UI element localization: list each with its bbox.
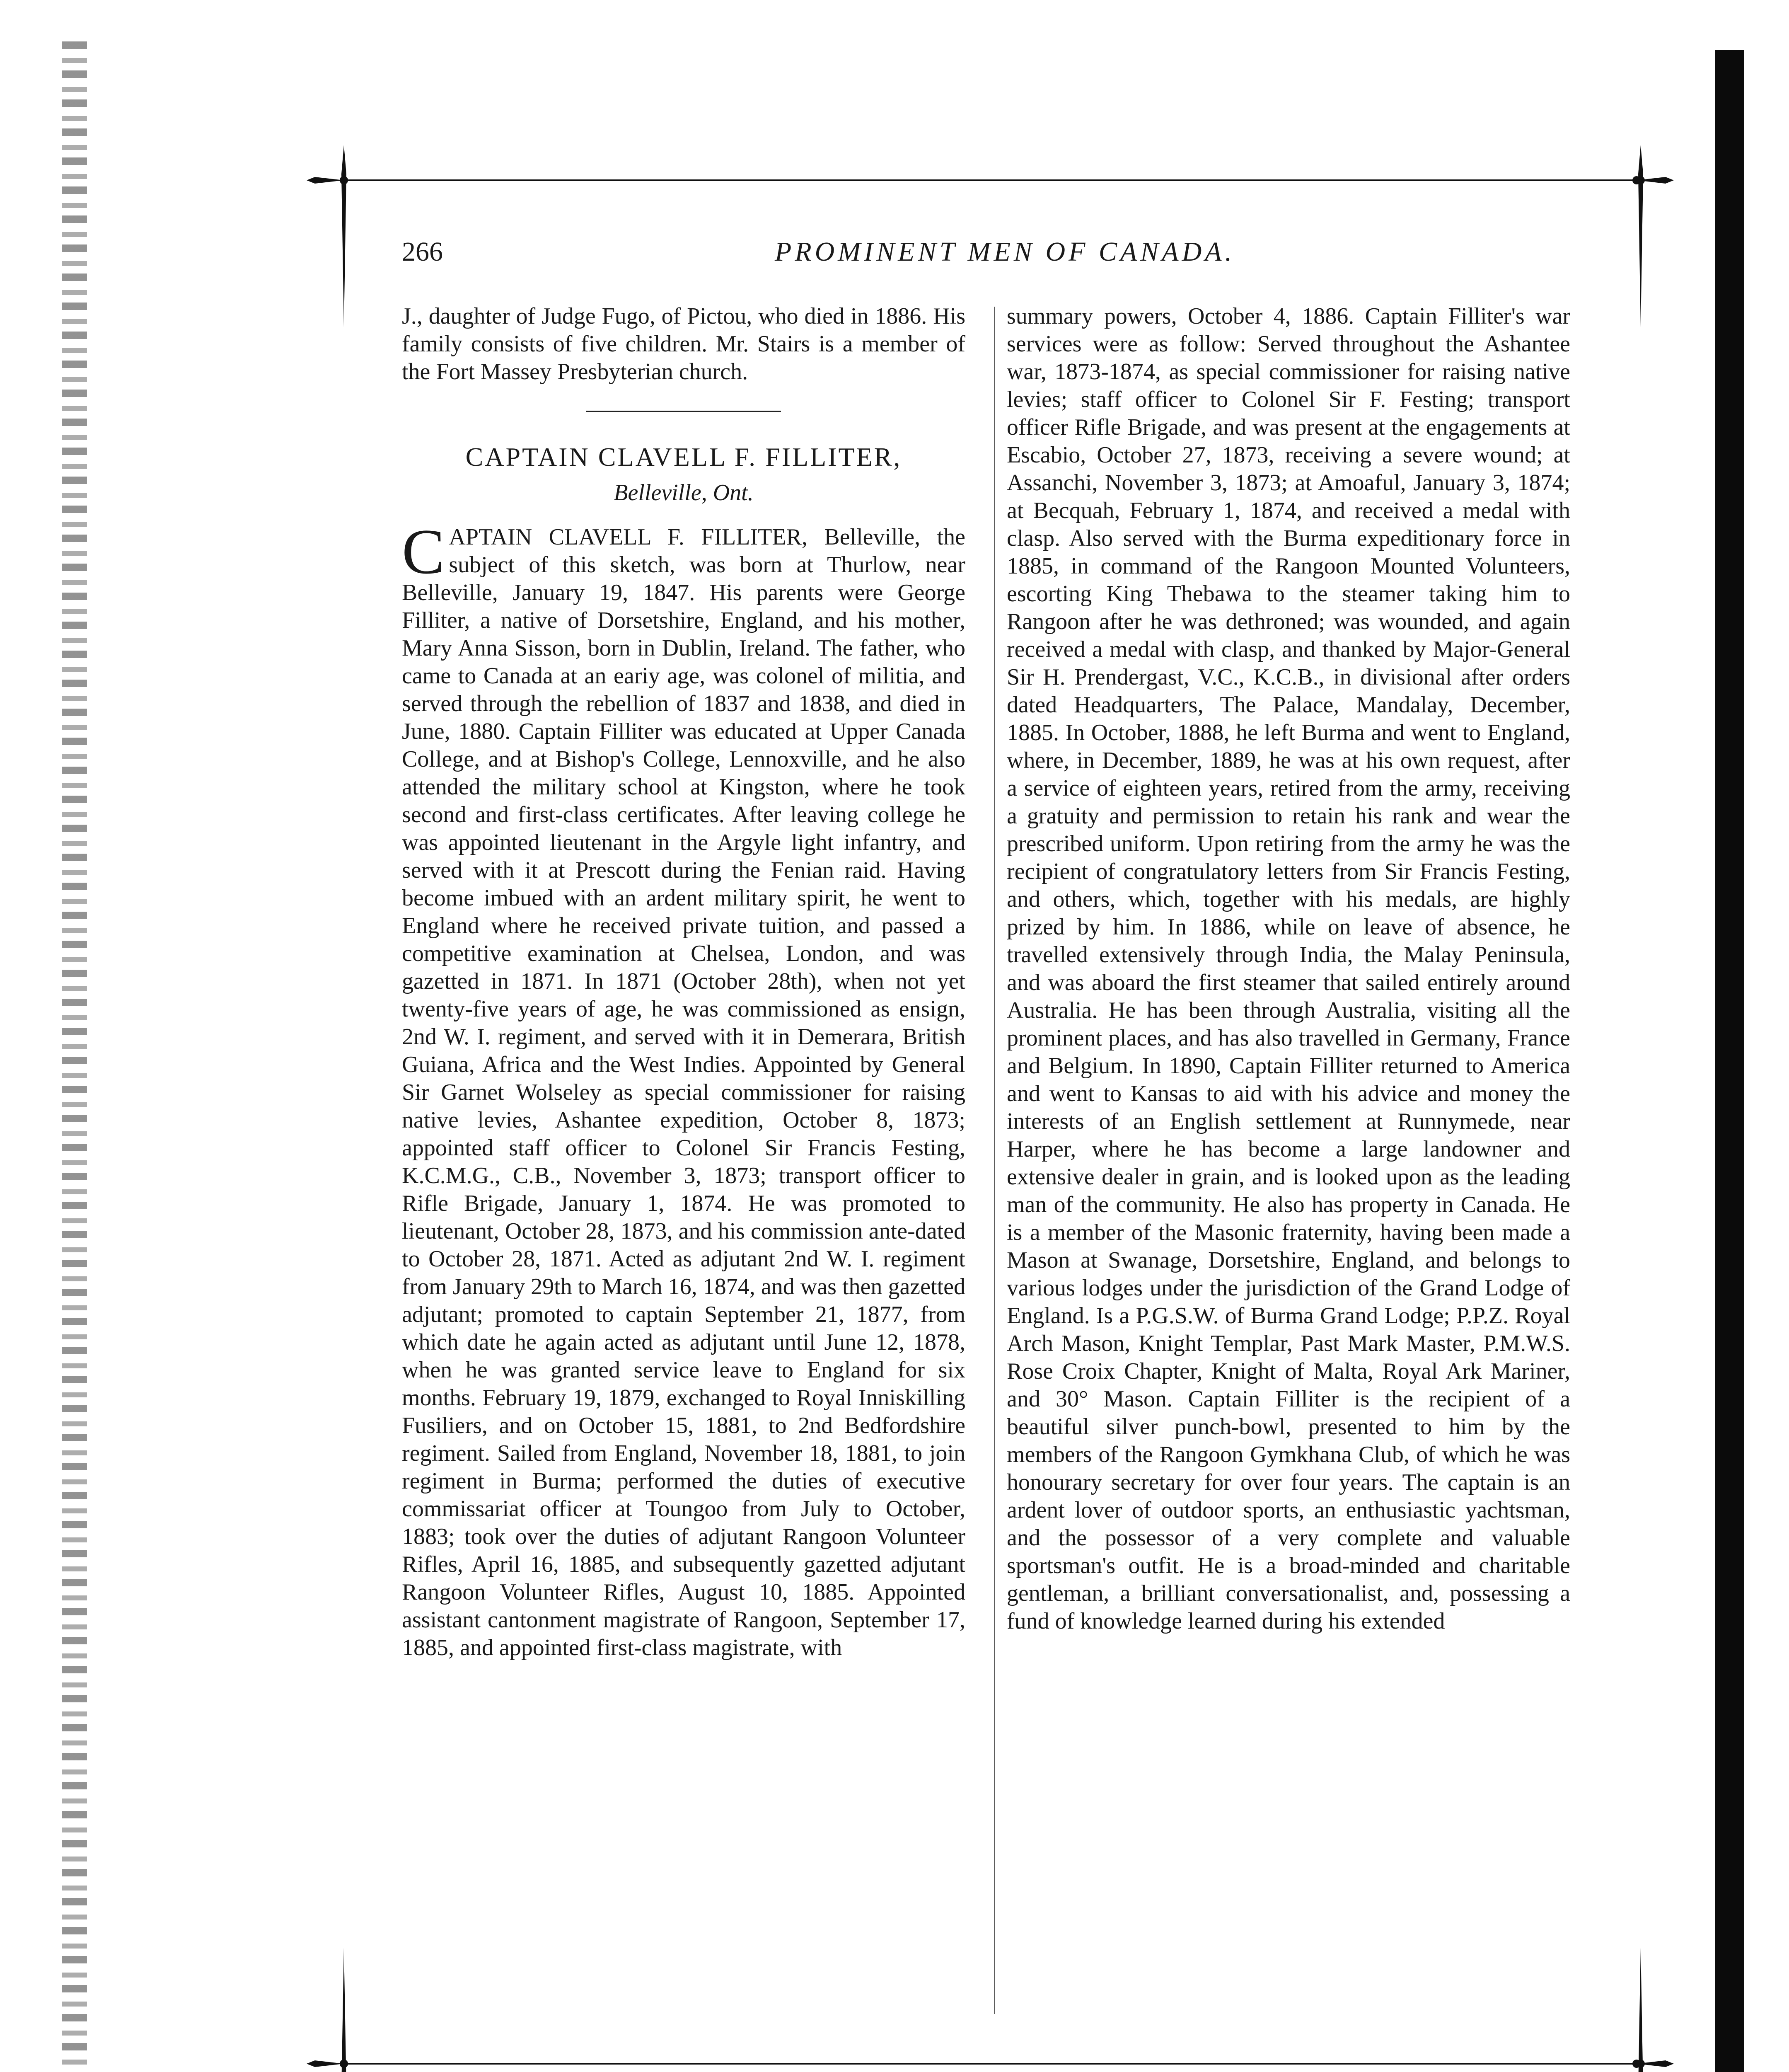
page-number: 266 — [402, 237, 443, 267]
top-ornamental-rule — [307, 172, 1674, 189]
running-title: PROMINENT MEN OF CANADA. — [775, 237, 1235, 267]
article-body-right: summary powers, October 4, 1886. Captain Filliter's war services were as follow: Served throughout the Ashantee war, 1873-1874, as special commissioner for raising native levies; staff officer to Colonel Sir F. Festing; transport officer Rifle Brigade, and was present at the engagements at Escabio, October 27, 1873, receiving a severe wound; at Assanchi, November 3, 1873; at Amoaful, January 3, 1874; at Becquah, February 1, 1874, and received a medal with clasp. Also served with the Burma expeditionary force in 1885, in command of the Rangoon Mounted Volunteers, escorting King Thebawa to the steamer taking him to Rangoon after he was dethroned; was wounded, and again received a medal with clasp, and thanked by Major-General Sir H. Prendergast, V.C., K.C.B., in divisional after orders dated Headquarters, The Palace, Mandalay, December, 1885. In October, 1888, he left Burma and went to England, where, in December, 1889, he was at his own request, after a service of eighteen years, retired from the army, receiving a gratuity and permission to retain his rank and wear the prescribed uniform. Upon retiring from the army he was the recipient of congratulatory letters from Sir Francis Festing, and others, which, together with his medals, are highly prized by him. In 1886, while on leave of absence, he travelled extensively through India, the Malay Peninsula, and was aboard the first steamer that sailed entirely around Australia. He has been through Australia, visiting all the prominent places, and has also travelled in Germany, France and Belgium. In 1890, Captain Filliter returned to America and went to Kansas to aid with his advice and money the interests of an English settlement at Runnymede, near Harper, where he has become a large landowner and extensive dealer in grain, and is looked upon as the leading man of the community. He also has property in Canada. He is a member of the Masonic fraternity, having been made a Mason at Swanage, Dorsetshire, England, and belongs to various lodges under the jurisdiction of the Grand Lodge of England. Is a P.G.S.W. of Burma Grand Lodge; P.P.Z. Royal Arch Mason, Knight Templar, Past Mark Master, P.M.W.S. Rose Croix Chapter, Knight of Malta, Royal Ark Mariner, and 30° Mason. Captain Filliter is the recipient of a beautiful silver punch-bowl, presented to him by the members of the Rangoon Gymkhana Club, of which he was honourary secretary for over four years. The captain is an ardent lover of outdoor sports, an enthusiastic yachtsman, and the possessor of a very complete and valuable sportsman's outfit. He is a broad-minded and charitable gentleman, a brilliant conversationalist, and, possessing a fund of knowledge learned during his extended — [1007, 303, 1570, 1634]
right-column — [1007, 303, 1570, 1635]
column-divider — [994, 307, 995, 2014]
scan-edge-left — [62, 41, 87, 2072]
article-body-left-text: APTAIN CLAVELL F. FILLITER, Belleville, the subject of this sketch, was born at Thurlow, near Belleville, January 19, 1847. His parents were George Filliter, a native of Dorsetshire, England, and his mother, Mary Anna Sisson, born in Dublin, Ireland. The father, who came to Canada at an eariy age, was colonel of militia, and served through the rebellion of 1837 and 1838, and died in June, 1880. Captain Filliter was educated at Upper Canada College, and at Bishop's College, Lennoxville, and he also attended the military school at Kingston, where he took second and first-class certificates. After leaving college he was appointed lieutenant in the Argyle light infantry, and served with it at Prescott during the Fenian raid. Having become imbued with an ardent military spirit, he went to England where he received private tuition, and passed a competitive examination at Chelsea, London, and was gazetted in 1871. In 1871 (October 28th), when not yet twenty-five years of age, he was commissioned as ensign, 2nd W. I. regiment, and served with it in Demerara, British Guiana, Africa and the West Indies. Appointed by General Sir Garnet Wolseley as special commissioner for raising native levies, Ashantee expedition, October 8, 1873; appointed staff officer to Colonel Sir Francis Festing, K.C.M.G., C.B., November 3, 1873; transport officer to Rifle Brigade, January 1, 1874. He was promoted to lieutenant, October 28, 1873, and his commission ante-dated to October 28, 1871. Acted as adjutant 2nd W. I. regiment from January 29th to March 16, 1874, and was then gazetted adjutant; promoted to captain September 21, 1877, from which date he again acted as adjutant until June 12, 1878, when he was granted service leave to England for six months. February 19, 1879, exchanged to Royal Inniskilling Fusiliers, and on October 15, 1881, to 2nd Bedfordshire regiment. Sailed from England, November 18, 1881, to join regiment in Burma; performed the duties of executive commissariat officer at Toungoo from July to October, 1883; took over the duties of adjutant Rangoon Volunteer Rifles, April 16, 1885, and subsequently gazetted adjutant Rangoon Volunteer Rifles, August 10, 1885. Appointed assistant cantonment magistrate of Rangoon, September 17, 1885, and appointed first-class magistrate, with — [402, 524, 965, 1661]
scan-edge-right — [1715, 50, 1744, 2072]
intro-paragraph: J., daughter of Judge Fugo, of Pictou, who died in 1886. His family consists of five children. Mr. Stairs is a member of the Fort Massey Presbyterian church. — [402, 303, 965, 385]
bottom-ornamental-rule — [307, 2055, 1674, 2072]
top-left-corner-ornament — [336, 145, 352, 327]
bottom-right-corner-ornament — [1632, 1948, 1649, 2072]
section-divider-rule — [586, 411, 781, 412]
drop-cap: C — [402, 516, 445, 587]
article-place: Belleville, Ont. — [614, 480, 754, 506]
article-body-left — [402, 516, 965, 1662]
left-column — [402, 303, 965, 1662]
running-head — [402, 236, 1641, 282]
bottom-left-corner-ornament — [336, 1948, 352, 2072]
article-title: CAPTAIN CLAVELL F. FILLITER, — [465, 442, 902, 472]
